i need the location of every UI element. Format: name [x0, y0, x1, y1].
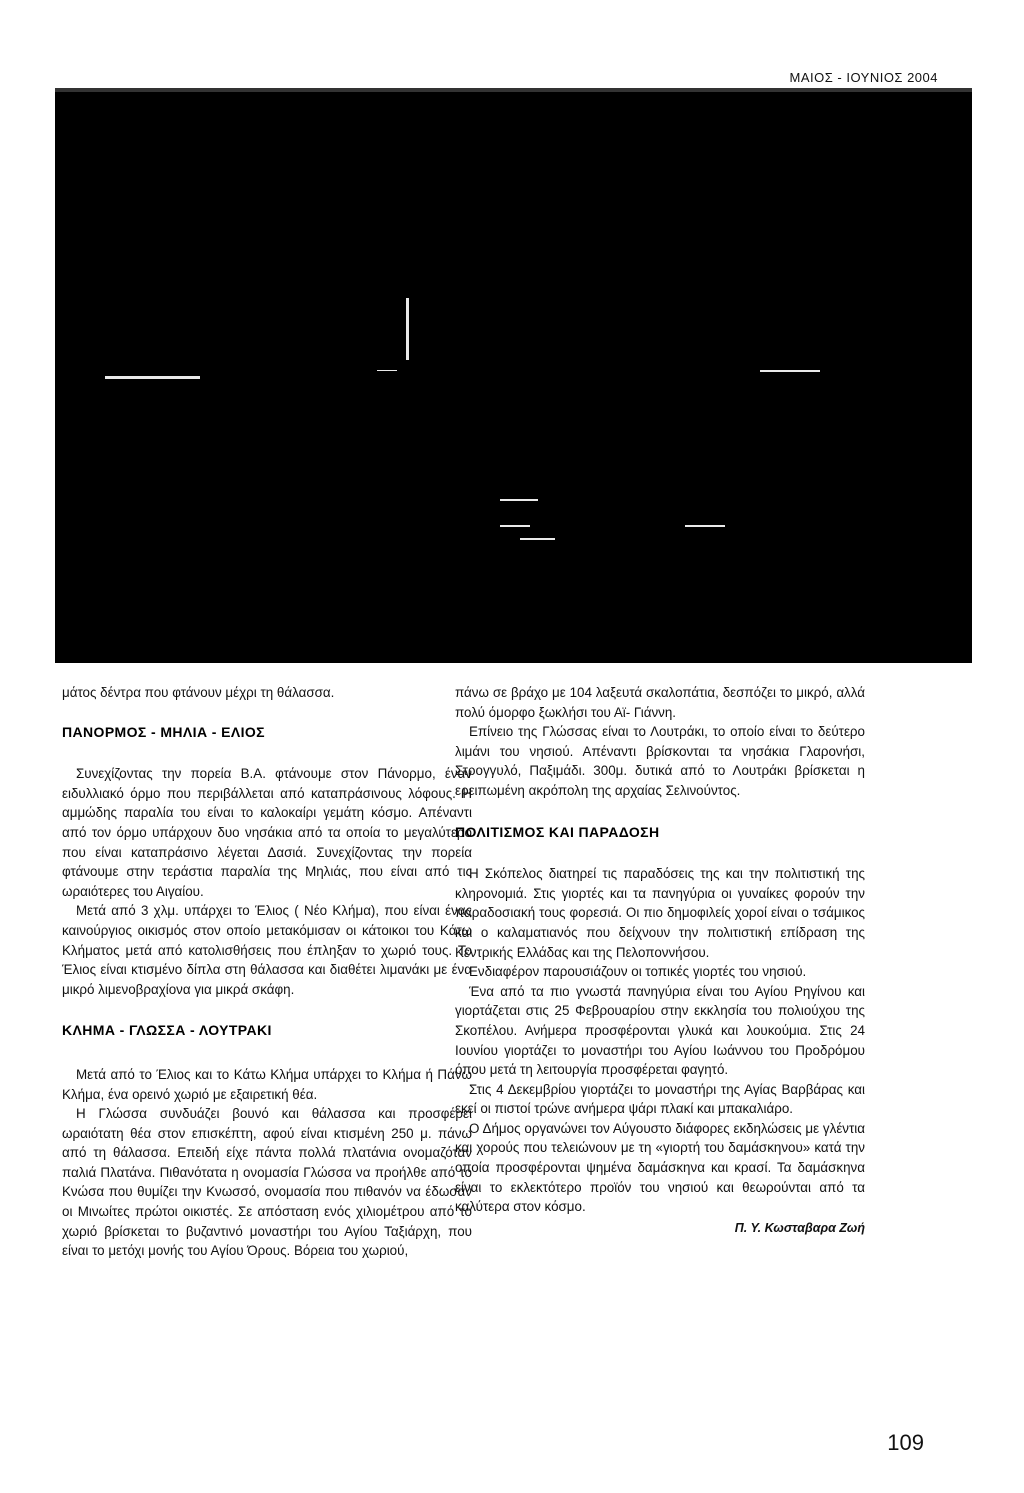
issue-date: ΜΑΙΟΣ - ΙΟΥΝΙΟΣ 2004 [789, 70, 938, 85]
photo-artifact [685, 525, 725, 527]
paragraph: Ένα από τα πιο γνωστά πανηγύρια είναι του Αγίου Ρηγίνου και γιορτάζεται στις 25 Φεβρουαρίου στην εκκλησία του πολιούχου της Σκοπέλου. Ανήμερα προσφέρονται γλυκά και λουκούμια. Στις 24 Ιουνίου γιορτάζει το μοναστήρι του Αγίου Ιωάννου του Προδρόμου όπου μετά τη λειτουργία προσφέρεται φαγητό. [455, 983, 865, 1078]
paragraph: πάνω σε βράχο με 104 λαξευτά σκαλοπάτια, δεσπόζει το μικρό, αλλά πολύ όμορφο ξωκλήσι του Αϊ- Γιάννη. [455, 685, 865, 720]
photo-artifact [520, 538, 555, 540]
photo-image [55, 88, 972, 663]
paragraph: Ο Δήμος οργανώνει τον Αύγουστο διάφορες εκδηλώσεις με γλέντια και χορούς που τελειώνουν με τη «γιορτή του δαμάσκηνου» κατά την οποία προσφέρονται ψημένα δαμάσκηνα και κρασί. Τα δαμάσκηνα είναι το εκλεκτότερο προϊόν του νησιού και θεωρούνται από τα καλύτερα στον κόσμο. [455, 1120, 865, 1215]
photo-artifact [500, 525, 530, 527]
photo-artifact [406, 298, 409, 360]
page-number: 109 [887, 1430, 924, 1455]
paragraph: Επίνειο της Γλώσσας είναι το Λουτράκι, το οποίο είναι το δεύτερο λιμάνι του νησιού. Απέναντι βρίσκονται τα νησάκια Γλαρονήσι, Στρογγυλό, Παξιμάδι. 300μ. δυτικά από το Λουτράκι βρίσκεται η ερειπωμένη ακρόπολη της αρχαίας Σελινούντος. [455, 724, 865, 798]
paragraph: Η Σκόπελος διατηρεί τις παραδόσεις της και την πολιτιστική της κληρονομιά. Στις γιορτές και τα πανηγύρια οι γυναίκες φορούν την παραδοσιακή τους φορεσιά. Οι πιο δημοφιλείς χοροί είναι ο τσάμικος και ο καλαματιανός που δείχνουν την πολιτιστική επίδραση της Κεντρικής Ελλάδας και της Πελοποννήσου. [455, 866, 865, 960]
left-column [62, 683, 472, 1261]
paragraph: Ενδιαφέρον παρουσιάζουν οι τοπικές γιορτές του νησιού. [469, 964, 807, 980]
photo-artifact [760, 370, 820, 372]
right-column [455, 683, 865, 1238]
photo-artifact [500, 499, 538, 501]
section-heading: ΚΛΗΜΑ - ΓΛΩΣΣΑ - ΛΟΥΤΡΑΚΙ [62, 1022, 272, 1039]
section-heading: ΠΟΛΙΤΙΣΜΟΣ ΚΑΙ ΠΑΡΑΔΟΣΗ [455, 823, 660, 840]
photo-artifact [377, 370, 397, 371]
paragraph: Μετά από το Έλιος και το Κάτω Κλήμα υπάρχει το Κλήμα ή Πάνω Κλήμα, ένα ορεινό χωριό με εξαιρετική θέα. [62, 1066, 472, 1102]
paragraph: Η Γλώσσα συνδυάζει βουνό και θάλασσα και προσφέρει ωραιότατη θέα στον επισκέπτη, αφού είναι κτισμένη 250 μ. πάνω από τη θάλασσα. Επειδή είχε πάντα πολλά πλατάνια ονομαζόταν παλιά Πλατάνα. Πιθανότατα η ονομασία Γλώσσα να προήλθε από το Κνώσα που θυμίζει την Κνωσσό, ονομασία που πιθανόν να έδωσαν οι Μινωίτες πρώτοι οικιστές. Σε απόσταση ενός χιλιομέτρου από το χωριό βρίσκεται το βυζαντινό μοναστήρι του Αγίου Ταξιάρχη, που είναι το μετόχι μονής του Αγίου Όρους. Βόρεια του χωριού, [62, 1106, 472, 1259]
paragraph: Συνεχίζοντας την πορεία Β.Α. φτάνουμε στον Πάνορμο, έναν ειδυλλιακό όρμο που περιβάλλεται από καταπράσινους λόφους. Η αμμώδης παραλία του είναι το καλοκαίρι γεμάτη κόσμο. Απέναντι από τον όρμο υπάρχουν δυο νησάκια από τα οποία το μεγαλύτερο που είναι καταπράσινο λέγεται Δασιά. Συνεχίζοντας την πορεία φτάνουμε στην τεράστια παραλία της Μηλιάς, που είναι από τις ωραιότερες του Αιγαίου. [62, 766, 472, 899]
section-heading: ΠΑΝΟΡΜΟΣ - ΜΗΛΙΑ - ΕΛΙΟΣ [62, 723, 265, 740]
paragraph: Στις 4 Δεκεμβρίου γιορτάζει το μοναστήρι της Αγίας Βαρβάρας και εκεί οι πιστοί τρώνε ανήμερα ψάρι πλακί και μπακαλιάρο. [455, 1081, 865, 1117]
author-signature: Π. Υ. Κωσταβαρα Ζωή [734, 1220, 865, 1235]
paragraph: Μετά από 3 χλμ. υπάρχει το Έλιος ( Νέο Κλήμα), που είναι ένας καινούργιος οικισμός στον οποίο μετακόμισαν οι κάτοικοι του Κάτω Κλήματος μετά από κατολισθήσεις που έπληξαν το χωριό τους. Το Έλιος είναι κτισμένο δίπλα στη θάλασσα και διαθέτει λιμανάκι με ένα μικρό λιμενοβραχίονα για μικρά σκάφη. [62, 903, 472, 997]
paragraph: μάτος δέντρα που φτάνουν μέχρι τη θάλασσα. [62, 685, 335, 700]
photo-artifact [105, 376, 200, 379]
photo-top-rule [55, 88, 972, 92]
